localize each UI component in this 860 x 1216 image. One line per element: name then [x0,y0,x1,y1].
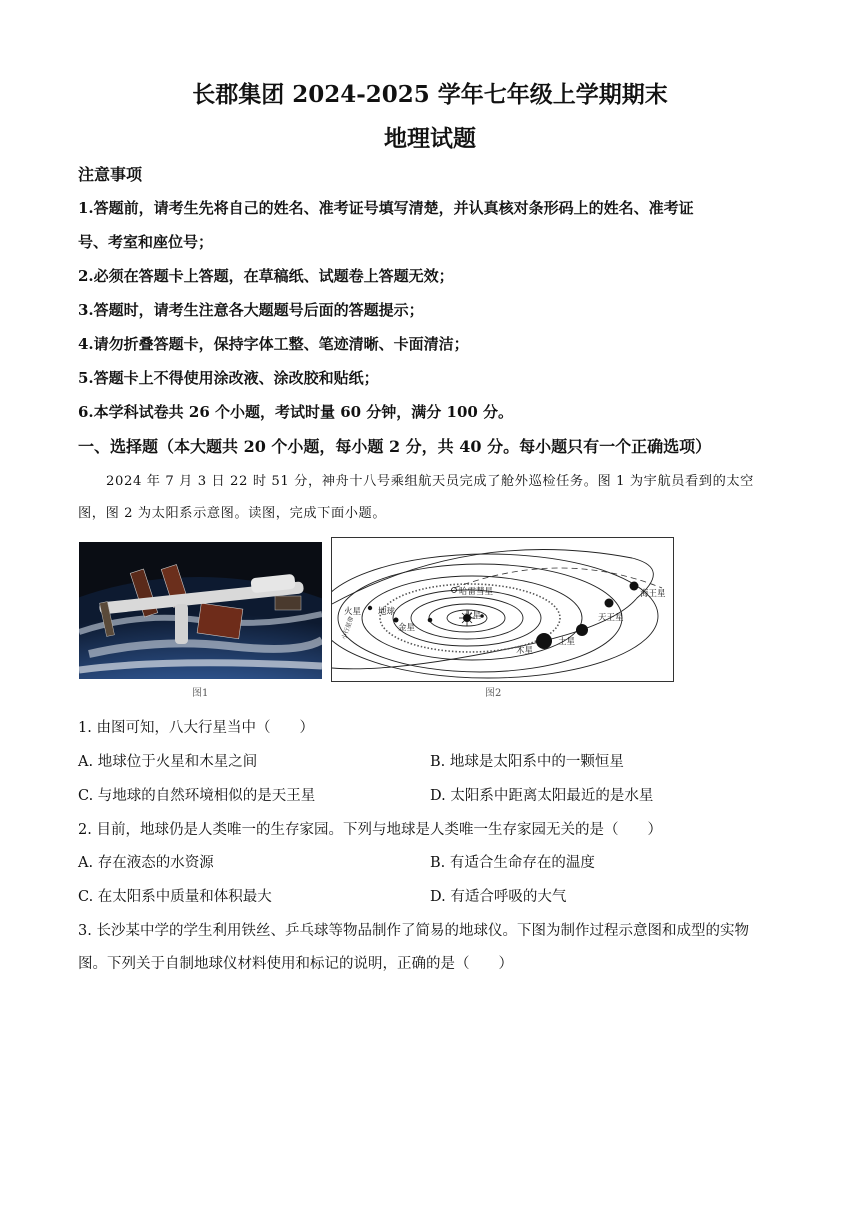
question-2-option-d[interactable]: D. 有适合呼吸的大气 [430,889,567,905]
label-earth: 地球 [378,607,396,617]
space-station-image [79,542,322,679]
notice-item: 号、考室和座位号； [78,233,214,251]
section-heading: 一、选择题（本大题共 20 个小题，每小题 2 分，共 40 分。每小题只有一个正确选项） [78,437,712,456]
question-3-stem: 3. 长沙某中学的学生利用铁丝、乒乓球等物品制作了简易的地球仪。下图为制作过程示意图和成型的实物 [78,923,749,939]
label-uranus: 天王星 [598,613,624,623]
label-mars: 火星 [344,607,362,617]
question-3-stem-cont: 图。下列关于自制地球仪材料使用和标记的说明，正确的是（ ） [78,956,513,972]
notice-heading: 注意事项 [78,165,143,184]
question-1-option-a[interactable]: A. 地球位于火星和木星之间 [78,754,258,770]
question-2-stem: 2. 目前，地球仍是人类唯一的生存家园。下列与地球是人类唯一生存家园无关的是（ ） [78,822,662,838]
earth-dot [394,618,399,623]
label-comet: 哈雷彗星 [459,587,494,597]
mars-dot [368,606,372,610]
solar-system-diagram [331,537,674,682]
question-1-option-d[interactable]: D. 太阳系中距离太阳最近的是水星 [430,788,654,804]
exam-subtitle: 地理试题 [384,125,476,152]
question-1-option-c[interactable]: C. 与地球的自然环境相似的是天王星 [78,788,316,804]
exam-title: 长郡集团 2024-2025 学年七年级上学期期末 [192,81,668,108]
question-2-option-a[interactable]: A. 存在液态的水资源 [78,855,214,871]
venus-dot [428,618,433,623]
question-2-option-b[interactable]: B. 有适合生命存在的温度 [430,855,595,871]
notice-item: 2.必须在答题卡上答题，在草稿纸、试题卷上答题无效； [78,267,454,285]
notice-item: 5.答题卡上不得使用涂改液、涂改胶和贴纸； [78,369,379,387]
label-neptune: 海王星 [640,589,666,599]
notice-item: 1.答题前，请考生先将自己的姓名、准考证号填写清楚，并认真核对条形码上的姓名、准考证 [78,199,694,217]
fig2-caption: 图2 [485,688,502,699]
passage-line: 2024 年 7 月 3 日 22 时 51 分，神舟十八号乘组航天员完成了舱外巡检任务。图 1 为宇航员看到的太空 [106,474,754,489]
notice-item: 6.本学科试卷共 26 个小题，考试时量 60 分钟，满分 100 分。 [78,403,514,421]
jupiter-dot [536,633,552,649]
label-saturn: 土星 [558,637,576,647]
neptune-dot [630,582,639,591]
label-venus: 金星 [398,623,416,633]
label-jupiter: 木星 [516,646,534,656]
question-2-option-c[interactable]: C. 在太阳系中质量和体积最大 [78,889,272,905]
notice-item: 4.请勿折叠答题卡，保持字体工整、笔迹清晰、卡面清洁； [78,335,469,353]
fig1-caption: 图1 [192,688,209,699]
notice-item: 3.答题时，请考生注意各大题题号后面的答题提示； [78,301,424,319]
uranus-dot [605,599,614,608]
passage-line: 图，图 2 为太阳系示意图。读图，完成下面小题。 [78,506,387,521]
question-1-option-b[interactable]: B. 地球是太阳系中的一颗恒星 [430,754,624,770]
question-1-stem: 1. 由图可知，八大行星当中（ ） [78,720,314,736]
saturn-dot [576,624,588,636]
label-mercury: 水星 [464,611,482,621]
label-asteroid-belt: 小行星带 [340,615,356,641]
